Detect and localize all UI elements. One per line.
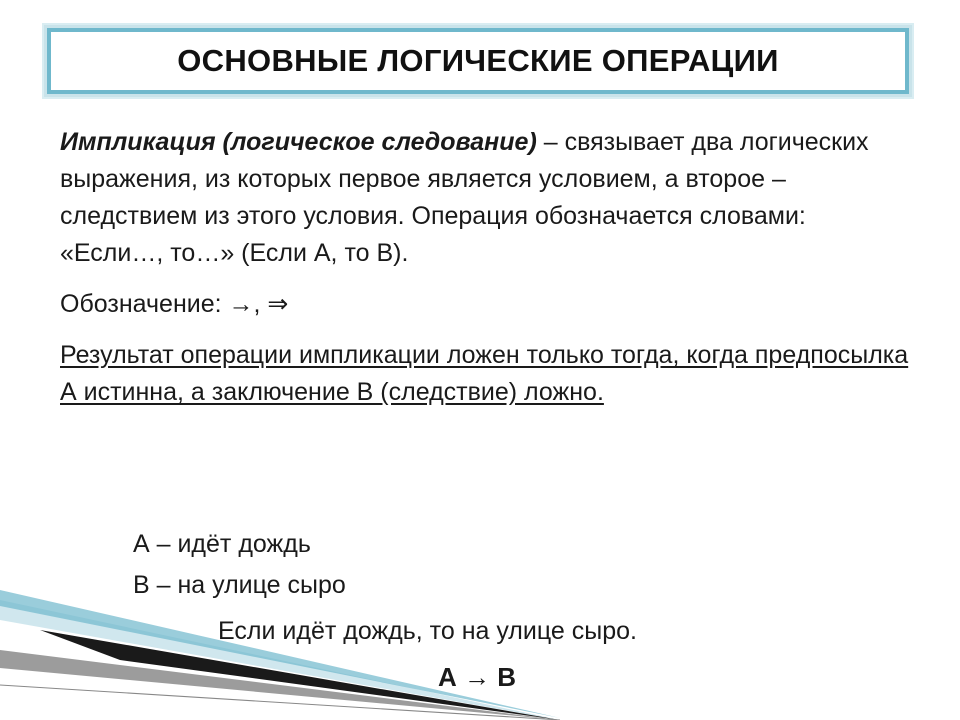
example-b: В – на улице сыро (133, 571, 346, 599)
definition-text: – связывает два логических выражения, из которых первое является условием, а второе – следствием из этого условия. Операция обозначается словами: «Если…, то…» (Если А, то В). (60, 128, 869, 267)
title-frame (47, 28, 909, 94)
definition-term: Импликация (логическое следование) (60, 128, 537, 156)
notation-line: Обозначение: →, ⇒ (60, 290, 289, 318)
example-a: А – идёт дождь (133, 530, 311, 558)
slide-title: ОСНОВНЫЕ ЛОГИЧЕСКИЕ ОПЕРАЦИИ (177, 43, 779, 78)
definition-paragraph (60, 124, 910, 272)
slide-body (60, 124, 910, 411)
decorative-corner-lines (0, 590, 560, 720)
example-sentence: Если идёт дождь, то на улице сыро. (218, 617, 637, 645)
example-formula: А → В (438, 662, 516, 692)
result-statement: Результат операции импликации ложен только тогда, когда предпосылка А истинна, а заключение В (следствие) ложно. (60, 341, 909, 406)
